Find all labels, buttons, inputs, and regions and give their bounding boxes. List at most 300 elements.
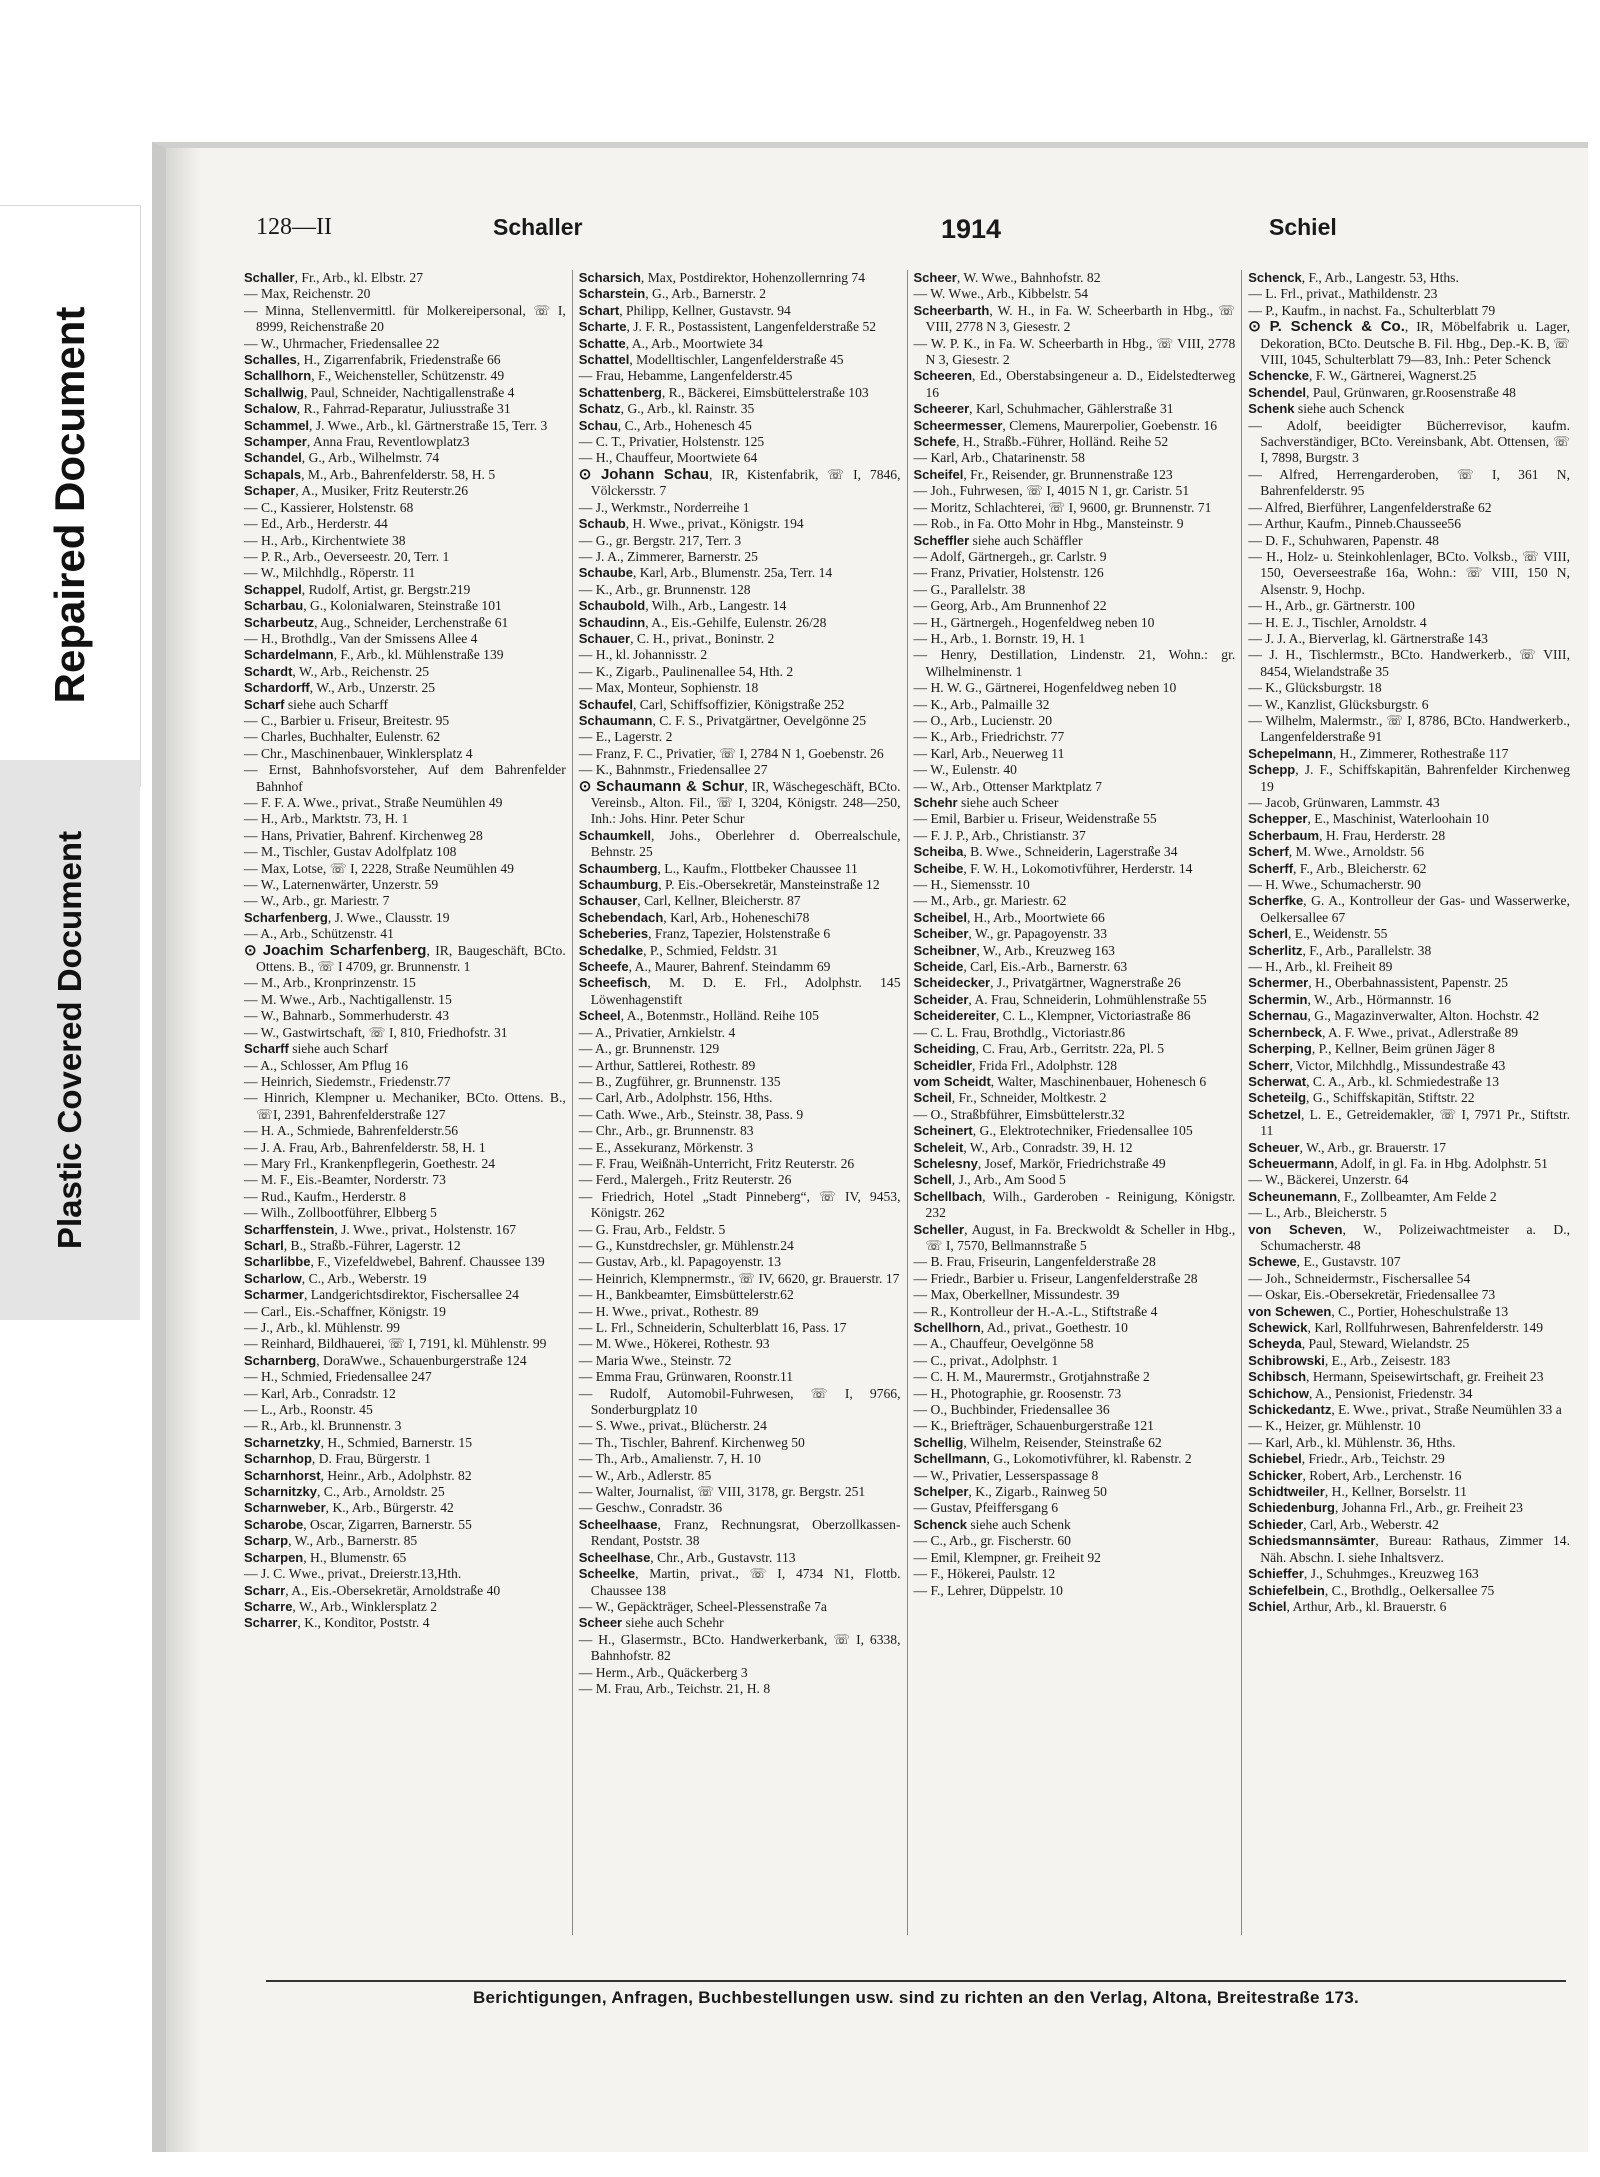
directory-entry: — J., Werkmstr., Norderreihe 1	[578, 499, 750, 515]
directory-entry: Scharpen, H., Blumenstr. 65	[244, 1549, 407, 1565]
directory-entry: Schichow, A., Pensionist, Friedenstr. 34	[1248, 1385, 1473, 1401]
directory-year: 1914	[941, 214, 1002, 244]
directory-entry: — P., Kaufm., in nachst. Fa., Schulterblatt 79	[1248, 302, 1496, 318]
directory-entry: Schieder, Carl, Arb., Weberstr. 42	[1248, 1516, 1439, 1532]
directory-entry: Scheifel, Fr., Reisender, gr. Brunnenstraße 123	[913, 466, 1173, 482]
directory-entry: — F. J. P., Arb., Christianstr. 37	[913, 827, 1086, 843]
directory-entry: Scharstein, G., Arb., Barnerstr. 2	[578, 286, 767, 302]
directory-entry: — Hans, Privatier, Bahrenf. Kirchenweg 28	[244, 827, 483, 843]
directory-entry: — Alfred, Herrengarderoben, ☏ I, 361 N, Bahrenfelderstr. 95	[1248, 466, 1570, 499]
directory-entry: Scharffenstein, J. Wwe., privat., Holstenstr. 167	[244, 1221, 517, 1237]
directory-entry: — M. Wwe., Hökerei, Rothestr. 93	[578, 1336, 770, 1352]
column-3	[907, 270, 1236, 1935]
directory-entry: — F., Hökerei, Paulstr. 12	[913, 1566, 1056, 1582]
directory-entry: — K., Glücksburgstr. 18	[1248, 680, 1382, 696]
directory-entry: Schernau, G., Magazinverwalter, Alton. Hochstr. 42	[1248, 1008, 1540, 1024]
directory-entry: Schardelmann, F., Arb., kl. Mühlenstraße 139	[244, 647, 504, 663]
directory-entry: Schaub, H. Wwe., privat., Königstr. 194	[578, 516, 804, 532]
left-guide-word: Schaller	[493, 214, 583, 240]
directory-entry: — Carl., Eis.-Schaffner, Königstr. 19	[244, 1303, 446, 1319]
directory-entry: Scharnitzky, C., Arb., Arnoldstr. 25	[244, 1484, 445, 1500]
directory-entry: Schiedsmannsämter, Bureau: Rathaus, Zimmer 14. Näh. Abschn. I. siehe Inhaltsverz.	[1248, 1533, 1570, 1565]
entry-columns	[244, 270, 1570, 1935]
directory-entry: Schepelmann, H., Zimmerer, Rothestraße 117	[1248, 745, 1509, 761]
directory-entry: Scharbau, G., Kolonialwaren, Steinstraße 101	[244, 598, 502, 614]
directory-entry: — H., Glasermstr., BCto. Handwerkerbank, ☏ I, 6338, Bahnhofstr. 82	[578, 1631, 901, 1664]
directory-entry: — M. Frau, Arb., Teichstr. 21, H. 8	[578, 1680, 771, 1696]
directory-entry: — G., Parallelstr. 38	[913, 581, 1026, 597]
directory-entry: — Hinrich, Klempner u. Mechaniker, BCto. Ottens. B., ☏I, 2391, Bahrenfelderstraße 127	[244, 1090, 566, 1122]
directory-entry: Schelesny, Josef, Markör, Friedrichstraße 49	[913, 1155, 1166, 1171]
directory-entry: — H., Photographie, gr. Roosenstr. 73	[913, 1385, 1122, 1401]
directory-entry: — H. Wwe., privat., Rothestr. 89	[578, 1303, 759, 1319]
directory-entry: — C. T., Privatier, Holstenstr. 125	[578, 434, 765, 450]
directory-entry: — Arthur, Sattlerei, Rothestr. 89	[578, 1057, 756, 1073]
directory-entry: — Geschw., Conradstr. 36	[578, 1500, 723, 1516]
directory-entry: — Joh., Fuhrwesen, ☏ I, 4015 N 1, gr. Caristr. 51	[913, 483, 1190, 499]
directory-entry: — C., privat., Adolphstr. 1	[913, 1352, 1059, 1368]
directory-entry: Schalles, H., Zigarrenfabrik, Friedenstraße 66	[244, 352, 501, 368]
directory-entry: Scheidler, Frida Frl., Adolphstr. 128	[913, 1057, 1118, 1073]
directory-entry: Schaumkell, Johs., Oberlehrer d. Oberrealschule, Behnstr. 25	[578, 827, 901, 860]
directory-entry: Schellhorn, Ad., privat., Goethestr. 10	[913, 1320, 1128, 1335]
directory-entry: Schenk siehe auch Schenck	[1248, 401, 1405, 417]
directory-entry: — H., kl. Johannisstr. 2	[578, 647, 708, 663]
directory-entry: Schicker, Robert, Arb., Lerchenstr. 16	[1248, 1467, 1462, 1483]
directory-entry: Schiedenburg, Johanna Frl., Arb., gr. Freiheit 23	[1248, 1500, 1523, 1516]
directory-entry: — H., Gärtnergeh., Hogenfeldweg neben 10	[913, 614, 1155, 630]
directory-entry: — J. C. Wwe., privat., Dreierstr.13,Hth.	[244, 1566, 462, 1582]
directory-entry: Scheefe, A., Maurer, Bahrenf. Steindamm 69	[578, 959, 831, 975]
directory-entry: — H., Siemensstr. 10	[913, 877, 1030, 893]
directory-entry: — Arthur, Kaufm., Pinneb.Chaussee56	[1248, 516, 1462, 532]
directory-entry: — Mary Frl., Krankenpflegerin, Goethestr. 24	[244, 1155, 496, 1171]
directory-entry: — J., Arb., kl. Mühlenstr. 99	[244, 1320, 400, 1335]
directory-entry: Schehr siehe auch Scheer	[913, 795, 1059, 810]
directory-entry: — L. Frl., privat., Mathildenstr. 23	[1248, 286, 1438, 302]
directory-entry: — A., Chauffeur, Oevelgönne 58	[913, 1336, 1094, 1352]
directory-entry: — W., Bäckerei, Unzerstr. 64	[1248, 1172, 1409, 1188]
directory-entry: Schenck, F., Arb., Langestr. 53, Hths.	[1248, 270, 1459, 285]
directory-entry: — Karl, Arb., kl. Mühlenstr. 36, Hths.	[1248, 1434, 1456, 1450]
directory-entry: — Ernst, Bahnhofsvorsteher, Auf dem Bahrenfelder Bahnhof	[244, 762, 566, 794]
directory-entry: — M., Arb., gr. Mariestr. 62	[913, 893, 1067, 909]
directory-entry: — Chr., Maschinenbauer, Winklersplatz 4	[244, 745, 473, 761]
directory-entry: — H., Arb., Marktstr. 73, H. 1	[244, 811, 409, 827]
directory-entry: Scheteilg, G., Schiffskapitän, Stiftstr. 22	[1248, 1090, 1475, 1106]
directory-entry: Scheberies, Franz, Tapezier, Holstenstraße 6	[578, 926, 831, 942]
directory-entry: Schau, C., Arb., Hohenesch 45	[578, 417, 752, 433]
directory-entry: Scheffler siehe auch Schäffler	[913, 532, 1083, 548]
directory-entry: Scheerer, Karl, Schuhmacher, Gählerstraße 31	[913, 401, 1174, 417]
directory-entry: Schellig, Wilhelm, Reisender, Steinstraße 62	[913, 1434, 1162, 1450]
directory-entry: Schetzel, L. E., Getreidemakler, ☏ I, 7971 Pr., Stiftstr. 11	[1248, 1106, 1570, 1139]
directory-entry: ⊙ Johann Schau, IR, Kistenfabrik, ☏ I, 7846, Völckersstr. 7	[578, 465, 901, 499]
directory-entry: ⊙ P. Schenck & Co., IR, Möbelfabrik u. Lager, Dekoration, BCto. Deutsche B. Fil. Hbg., Dep.-K. B, ☏ VIII, 1045, Schulterblatt 79—83, Inh.: Peter Schenck	[1248, 318, 1570, 368]
directory-entry: — K., Briefträger, Schauenburgerstraße 121	[913, 1418, 1154, 1434]
directory-entry: — G., gr. Bergstr. 217, Terr. 3	[578, 532, 742, 548]
directory-entry: — Gustav, Arb., kl. Papagoyenstr. 13	[578, 1254, 782, 1270]
directory-entry: Scheelhase, Chr., Arb., Gustavstr. 113	[578, 1549, 796, 1565]
directory-entry: Scharff siehe auch Scharf	[244, 1041, 389, 1057]
directory-entry: — K., Arb., gr. Brunnenstr. 128	[578, 581, 751, 597]
publisher-notice: Berichtigungen, Anfragen, Buchbestellungen usw. sind zu richten an den Verlag, Altona, Breitestraße 173.	[266, 1980, 1566, 2008]
directory-entry: Schellmann, G., Lokomotivführer, kl. Rabenstr. 2	[913, 1451, 1192, 1467]
directory-entry: Schaufel, Carl, Schiffsoffizier, Königstraße 252	[578, 696, 845, 712]
directory-entry: — W., Eulenstr. 40	[913, 762, 1017, 778]
directory-entry: Schappel, Rudolf, Artist, gr. Bergstr.219	[244, 581, 471, 597]
directory-entry: — W. Wwe., Arb., Kibbelstr. 54	[913, 286, 1089, 302]
directory-entry: vom Scheidt, Walter, Maschinenbauer, Hohenesch 6	[913, 1073, 1207, 1089]
directory-entry: — H., Arb., gr. Gärtnerstr. 100	[1248, 598, 1415, 614]
directory-entry: — Frau, Hebamme, Langenfelderstr.45	[578, 368, 793, 384]
directory-entry: — H., Schmied, Friedensallee 247	[244, 1369, 432, 1385]
directory-entry: Scheiba, B. Wwe., Schneiderin, Lagerstraße 34	[913, 844, 1178, 860]
directory-entry: Scheunemann, F., Zollbeamter, Am Felde 2	[1248, 1188, 1497, 1204]
directory-entry: Scheinert, G., Elektrotechniker, Friedensallee 105	[913, 1123, 1193, 1139]
page-number: 128—II	[256, 214, 332, 240]
repaired-document-label: Repaired Document	[46, 306, 93, 704]
column-1	[244, 270, 566, 1935]
directory-entry: Scheel, A., Botenmstr., Holländ. Reihe 105	[578, 1008, 819, 1024]
directory-entry: Scharlibbe, F., Vizefeldwebel, Bahrenf. Chaussee 139	[244, 1254, 545, 1270]
directory-entry: — Max, Lotse, ☏ I, 2228, Straße Neumühlen 49	[244, 860, 514, 876]
directory-entry: — Karl, Arb., Chatarinenstr. 58	[913, 450, 1085, 466]
directory-entry: — Th., Tischler, Bahrenf. Kirchenweg 50	[578, 1434, 805, 1450]
directory-entry: — H. W. G., Gärtnerei, Hogenfeldweg neben 10	[913, 680, 1177, 696]
directory-entry: — H., Bankbeamter, Eimsbüttelerstr.62	[578, 1287, 794, 1303]
directory-entry: — H., Arb., kl. Freiheit 89	[1248, 959, 1393, 975]
directory-entry: — W., Arb., Ottenser Marktplatz 7	[913, 778, 1102, 794]
directory-entry: Scharl, B., Straßb.-Führer, Lagerstr. 12	[244, 1237, 461, 1253]
directory-entry: — A., Privatier, Arnkielstr. 4	[578, 1024, 736, 1040]
directory-entry: — R., Arb., kl. Brunnenstr. 3	[244, 1418, 402, 1434]
directory-entry: Scheiding, C. Frau, Arb., Gerritstr. 22a, Pl. 5	[913, 1041, 1165, 1057]
directory-entry: Scheermesser, Clemens, Maurerpolier, Goebenstr. 16	[913, 417, 1218, 433]
directory-entry: von Scheven, W., Polizeiwachtmeister a. D., Schumacherstr. 48	[1248, 1221, 1570, 1253]
side-label-strip	[0, 0, 150, 2177]
directory-entry: Scherr, Victor, Milchhdlg., Missundestraße 43	[1248, 1057, 1506, 1073]
directory-entry: Schernbeck, A. F. Wwe., privat., Adlerstraße 89	[1248, 1024, 1519, 1040]
directory-entry: Scheidereiter, C. L., Klempner, Victoriastraße 86	[913, 1008, 1191, 1024]
directory-entry: Schammel, J. Wwe., Arb., kl. Gärtnerstraße 15, Terr. 3	[244, 417, 548, 433]
directory-entry: Scharte, J. F. R., Postassistent, Langenfelderstraße 52	[578, 319, 877, 335]
directory-entry: — K., Bahnmstr., Friedensallee 27	[578, 762, 768, 778]
directory-entry: Scharnetzky, H., Schmied, Barnerstr. 15	[244, 1434, 472, 1450]
directory-entry: ⊙ Schaumann & Schur, IR, Wäschegeschäft, BCto. Vereinsb., Alton. Fil., ☏ I, 3204, Königstr. 248—250, Inh.: Johs. Hinr. Peter Schur	[578, 777, 901, 827]
directory-entry: — Minna, Stellenvermittl. für Molkereipersonal, ☏ I, 8999, Reichenstraße 20	[244, 302, 566, 335]
directory-entry: — O., Buchbinder, Friedensallee 36	[913, 1402, 1110, 1418]
directory-entry: Scheelhaase, Franz, Rechnungsrat, Oberzollkassen-Rendant, Poststr. 38	[578, 1516, 901, 1549]
directory-entry: Scheide, Carl, Eis.-Arb., Barnerstr. 63	[913, 959, 1128, 975]
directory-entry: Schewe, E., Gustavstr. 107	[1248, 1254, 1401, 1270]
column-2	[572, 270, 901, 1935]
directory-entry: Schermin, W., Arb., Hörmannstr. 16	[1248, 991, 1451, 1007]
directory-entry: Schebendach, Karl, Arb., Hoheneschi78	[578, 909, 810, 925]
directory-entry: — Rud., Kaufm., Herderstr. 8	[244, 1188, 406, 1204]
directory-entry: Scheleit, W., Arb., Conradstr. 39, H. 12	[913, 1139, 1133, 1155]
directory-entry: — L., Arb., Roonstr. 45	[244, 1402, 373, 1418]
directory-entry: Scheibner, W., Arb., Kreuzweg 163	[913, 942, 1115, 958]
directory-entry: — W. P. K., in Fa. W. Scheerbarth in Hbg., ☏ VIII, 2778 N 3, Giesestr. 2	[913, 335, 1236, 368]
directory-entry: — C. L. Frau, Brothdlg., Victoriastr.86	[913, 1024, 1126, 1040]
directory-entry: Schaper, A., Musiker, Fritz Reuterstr.26	[244, 483, 469, 499]
directory-entry: — Max, Reichenstr. 20	[244, 286, 371, 302]
directory-entry: — Heinrich, Siedemstr., Friedenstr.77	[244, 1073, 451, 1089]
directory-entry: Scheiber, W., gr. Papagoyenstr. 33	[913, 926, 1107, 942]
directory-entry: — C., Arb., gr. Fischerstr. 60	[913, 1533, 1071, 1549]
directory-entry: Scherping, P., Kellner, Beim grünen Jäger 8	[1248, 1041, 1495, 1057]
directory-entry: Schauer, C. H., privat., Boninstr. 2	[578, 630, 775, 646]
directory-entry: Schefe, H., Straßb.-Führer, Holländ. Reihe 52	[913, 434, 1169, 450]
directory-entry: — H., Arb., 1. Bornstr. 19, H. 1	[913, 630, 1086, 646]
directory-entry: — B. Frau, Friseurin, Langenfelderstraße 28	[913, 1254, 1156, 1270]
directory-entry: — L., Arb., Bleicherstr. 5	[1248, 1205, 1387, 1221]
directory-entry: — R., Kontrolleur der H.-A.-L., Stiftstraße 4	[913, 1303, 1158, 1319]
directory-entry: — C., Kassierer, Holstenstr. 68	[244, 499, 414, 515]
directory-entry: Scharnweber, K., Arb., Bürgerstr. 42	[244, 1500, 454, 1516]
directory-entry: Schaumburg, P. Eis.-Obersekretär, Mansteinstraße 12	[578, 877, 880, 893]
directory-entry: Schandel, G., Arb., Wilhelmstr. 74	[244, 450, 440, 466]
directory-entry: — Herm., Arb., Quäckerberg 3	[578, 1664, 748, 1680]
directory-entry: — E., Assekuranz, Mörkenstr. 3	[578, 1139, 754, 1155]
directory-entry: — Maria Wwe., Steinstr. 72	[578, 1352, 732, 1368]
directory-entry: — M., Arb., Kronprinzenstr. 15	[244, 975, 416, 991]
directory-entry: Scheyda, Paul, Steward, Wielandstr. 25	[1248, 1336, 1470, 1352]
directory-entry: Scharr, A., Eis.-Obersekretär, Arnoldstraße 40	[244, 1582, 501, 1598]
directory-entry: Scharlow, C., Arb., Weberstr. 19	[244, 1270, 427, 1286]
directory-entry: — A., gr. Brunnenstr. 129	[578, 1041, 720, 1057]
directory-entry: — Reinhard, Bildhauerei, ☏ I, 7191, kl. Mühlenstr. 99	[244, 1336, 547, 1352]
directory-entry: Schatz, G., Arb., kl. Rainstr. 35	[578, 401, 755, 417]
directory-entry: — Adolf, beeidigter Bücherrevisor, kaufm. Sachverständiger, BCto. Vereinsbank, Abt. Ottensen, ☏ I, 7898, Burgstr. 3	[1248, 417, 1570, 466]
directory-entry: Scheer siehe auch Schehr	[578, 1615, 724, 1631]
directory-entry: — W., Uhrmacher, Friedensallee 22	[244, 335, 440, 351]
directory-entry: — H., Arb., Kirchentwiete 38	[244, 532, 406, 548]
directory-entry: — Wilh., Zollbootführer, Elbberg 5	[244, 1205, 437, 1221]
directory-entry: — M. Wwe., Arb., Nachtigallenstr. 15	[244, 991, 452, 1007]
directory-entry: Scheuermann, Adolf, in gl. Fa. in Hbg. Adolphstr. 51	[1248, 1155, 1548, 1171]
directory-entry: Schapals, M., Arb., Bahrenfelderstr. 58, H. 5	[244, 466, 496, 482]
directory-entry: — Henry, Destillation, Lindenstr. 21, Wohn.: gr. Wilhelminenstr. 1	[913, 647, 1236, 679]
directory-entry: Schendel, Paul, Grünwaren, gr.Roosenstraße 48	[1248, 384, 1516, 400]
directory-entry: Schaumberg, L., Kaufm., Flottbeker Chaussee 11	[578, 860, 858, 876]
directory-entry: — S. Wwe., privat., Blücherstr. 24	[578, 1418, 767, 1434]
directory-entry: — Ed., Arb., Herderstr. 44	[244, 516, 388, 532]
directory-entry: — H., Brothdlg., Van der Smissens Allee 4	[244, 630, 478, 646]
directory-entry: — E., Lagerstr. 2	[578, 729, 673, 745]
directory-entry: — F., Lehrer, Düppelstr. 10	[913, 1582, 1063, 1598]
directory-entry: — Gustav, Pfeiffersgang 6	[913, 1500, 1059, 1516]
directory-entry: — Cath. Wwe., Arb., Steinstr. 38, Pass. 9	[578, 1106, 804, 1122]
directory-entry: Schickedantz, E. Wwe., privat., Straße Neumühlen 33 a	[1248, 1402, 1562, 1418]
directory-entry: — W., Arb., Adlerstr. 85	[578, 1467, 712, 1483]
directory-entry: Scheelke, Martin, privat., ☏ I, 4734 N1, Flottb. Chaussee 138	[578, 1566, 901, 1598]
directory-entry: — H. A., Schmiede, Bahrenfelderstr.56	[244, 1123, 459, 1139]
directory-entry: Scharnberg, DoraWwe., Schauenburgerstraße 124	[244, 1352, 527, 1368]
column-4	[1241, 270, 1570, 1935]
directory-entry: Schelper, K., Zigarb., Rainweg 50	[913, 1484, 1107, 1500]
directory-entry: Scheefisch, M. D. E. Frl., Adolphstr. 145 Löwenhagenstift	[578, 975, 901, 1007]
directory-entry: — Karl, Arb., Neuerweg 11	[913, 745, 1065, 761]
directory-entry: — G., Kunstdrechsler, gr. Mühlenstr.24	[578, 1237, 794, 1253]
binding-shadow	[166, 148, 200, 2152]
directory-entry: — O., Straßbführer, Eimsbüttelerstr.32	[913, 1106, 1125, 1122]
directory-entry: Schieffer, J., Schuhmges., Kreuzweg 163	[1248, 1566, 1479, 1582]
directory-entry: Schepp, J. F., Schiffskapitän, Bahrenfelder Kirchenweg 19	[1248, 762, 1570, 794]
directory-entry: Schenck siehe auch Schenk	[913, 1516, 1071, 1532]
directory-entry: — Charles, Buchhalter, Eulenstr. 62	[244, 729, 441, 745]
directory-entry: Schaubold, Wilh., Arb., Langestr. 14	[578, 598, 787, 614]
directory-entry: — W., Arb., gr. Mariestr. 7	[244, 893, 390, 909]
directory-entry: Schibsch, Hermann, Speisewirtschaft, gr. Freiheit 23	[1248, 1369, 1544, 1385]
directory-entry: — Adolf, Gärtnergeh., gr. Carlstr. 9	[913, 548, 1107, 564]
directory-entry: — Moritz, Schlachterei, ☏ I, 9600, gr. Brunnenstr. 71	[913, 499, 1212, 515]
directory-entry: Scharobe, Oscar, Zigarren, Barnerstr. 55	[244, 1516, 472, 1532]
directory-entry: — Emil, Klempner, gr. Freiheit 92	[913, 1549, 1101, 1565]
directory-entry: — Joh., Schneidermstr., Fischersallee 54	[1248, 1270, 1471, 1286]
directory-entry: Scheibel, H., Arb., Moortwiete 66	[913, 909, 1105, 925]
directory-entry: — Carl, Arb., Adolphstr. 156, Hths.	[578, 1090, 773, 1106]
directory-entry: Scherbaum, H. Frau, Herderstr. 28	[1248, 827, 1446, 843]
directory-entry: Schaller, Fr., Arb., kl. Elbstr. 27	[244, 270, 423, 285]
directory-entry: — Rob., in Fa. Otto Mohr in Hbg., Mansteinstr. 9	[913, 516, 1184, 532]
directory-entry: Scharf siehe auch Scharff	[244, 696, 389, 712]
directory-entry: Scherf, M. Wwe., Arnoldstr. 56	[1248, 844, 1425, 860]
directory-entry: — M. F., Eis.-Beamter, Norderstr. 73	[244, 1172, 446, 1188]
directory-entry: — W., Laternenwärter, Unzerstr. 59	[244, 877, 439, 893]
directory-entry: — G. Frau, Arb., Feldstr. 5	[578, 1221, 726, 1237]
directory-entry: — Max, Oberkellner, Missundestr. 39	[913, 1287, 1120, 1303]
page-header	[256, 214, 1556, 254]
directory-entry: — Heinrich, Klempnermstr., ☏ IV, 6620, gr. Brauerstr. 17	[578, 1270, 900, 1286]
directory-entry: Scherff, F., Arb., Bleicherstr. 62	[1248, 860, 1427, 876]
directory-entry: Scheider, A. Frau, Schneiderin, Lohmühlenstraße 55	[913, 991, 1207, 1007]
directory-entry: — Chr., Arb., gr. Brunnenstr. 83	[578, 1123, 754, 1139]
directory-entry: — Walter, Journalist, ☏ VIII, 3178, gr. Bergstr. 251	[578, 1484, 866, 1500]
directory-entry: — Franz, F. C., Privatier, ☏ I, 2784 N 1, Goebenstr. 26	[578, 745, 884, 761]
directory-entry: — W., Gastwirtschaft, ☏ I, 810, Friedhofstr. 31	[244, 1024, 508, 1040]
directory-entry: — J. H., Tischlermstr., BCto. Handwerkerb., ☏ VIII, 8454, Wielandstraße 35	[1248, 647, 1570, 679]
directory-entry: — J. A. Frau, Arb., Bahrenfelderstr. 58, H. 1	[244, 1139, 486, 1155]
directory-entry: — K., Arb., Friedrichstr. 77	[913, 729, 1065, 745]
directory-entry: — Wilhelm, Malermstr., ☏ I, 8786, BCto. Handwerkerb., Langenfelderstraße 91	[1248, 712, 1570, 745]
directory-entry: — W., Kanzlist, Glücksburgstr. 6	[1248, 696, 1429, 712]
directory-entry: — F. F. A. Wwe., privat., Straße Neumühlen 49	[244, 795, 503, 810]
directory-entry: Scheidecker, J., Privatgärtner, Wagnerstraße 26	[913, 975, 1181, 991]
directory-entry: — K., Arb., Palmaille 32	[913, 696, 1050, 712]
directory-entry: — Th., Arb., Amalienstr. 7, H. 10	[578, 1451, 761, 1467]
directory-entry: Schallwig, Paul, Schneider, Nachtigallenstraße 4	[244, 384, 515, 400]
directory-entry: — K., Heizer, gr. Mühlenstr. 10	[1248, 1418, 1421, 1434]
directory-entry: Schiebel, Friedr., Arb., Teichstr. 29	[1248, 1451, 1445, 1467]
directory-entry: Scharmer, Landgerichtsdirektor, Fischersallee 24	[244, 1287, 519, 1303]
directory-entry: — Oskar, Eis.-Obersekretär, Friedensallee 73	[1248, 1287, 1496, 1303]
directory-entry: Scherl, E., Weidenstr. 55	[1248, 926, 1388, 942]
directory-entry: Schepper, E., Maschinist, Waterloohain 10	[1248, 811, 1489, 827]
directory-entry: Scharnhorst, Heinr., Arb., Adolphstr. 82	[244, 1467, 472, 1483]
directory-entry: Scherlitz, F., Arb., Parallelstr. 38	[1248, 942, 1432, 958]
directory-entry: Scharrer, K., Konditor, Poststr. 4	[244, 1615, 430, 1631]
directory-entry: Schart, Philipp, Kellner, Gustavstr. 94	[578, 302, 791, 318]
directory-entry: von Schewen, C., Portier, Hoheschulstraße 13	[1248, 1303, 1509, 1319]
directory-entry: — J. A., Zimmerer, Barnerstr. 25	[578, 548, 758, 564]
directory-entry: — O., Arb., Lucienstr. 20	[913, 712, 1053, 728]
directory-entry: Scharp, W., Arb., Barnerstr. 85	[244, 1533, 418, 1549]
directory-entry: Schaumann, C. F. S., Privatgärtner, Oevelgönne 25	[578, 712, 867, 728]
directory-entry: — W., Gepäckträger, Scheel-Plessenstraße 7a	[578, 1598, 827, 1614]
directory-entry: Scheerbarth, W. H., in Fa. W. Scheerbarth in Hbg., ☏ VIII, 2778 N 3, Giesestr. 2	[913, 302, 1236, 335]
directory-entry: Scharre, W., Arb., Winklersplatz 2	[244, 1598, 437, 1614]
right-guide-word: Schiel	[1269, 214, 1337, 240]
directory-entry: Scheil, Fr., Schneider, Moltkestr. 2	[913, 1090, 1107, 1106]
directory-entry: — H. E. J., Tischler, Arnoldstr. 4	[1248, 614, 1427, 630]
directory-entry: — W., Privatier, Lesserspassage 8	[913, 1467, 1099, 1483]
directory-entry: — D. F., Schuhwaren, Papenstr. 48	[1248, 532, 1439, 548]
directory-entry: — B., Zugführer, gr. Brunnenstr. 135	[578, 1073, 781, 1089]
directory-entry: — K., Zigarb., Paulinenallee 54, Hth. 2	[578, 663, 794, 679]
directory-entry: — C. H. M., Maurermstr., Grotjahnstraße 2	[913, 1369, 1150, 1385]
directory-entry: Schibrowski, E., Arb., Zeisestr. 183	[1248, 1352, 1451, 1368]
directory-entry: Schallhorn, F., Weichensteller, Schützenstr. 49	[244, 368, 505, 384]
directory-entry: — A., Arb., Schützenstr. 41	[244, 926, 394, 942]
directory-entry: Scharbeutz, Aug., Schneider, Lerchenstraße 61	[244, 614, 509, 630]
directory-entry: Schencke, F. W., Gärtnerei, Wagnerst.25	[1248, 368, 1477, 384]
directory-entry: ⊙ Joachim Scharfenberg, IR, Baugeschäft, BCto. Ottens. B., ☏ I 4709, gr. Brunnenstr. 1	[244, 941, 566, 975]
directory-entry: — Rudolf, Automobil-Fuhrwesen, ☏ I, 9766, Sonderburgplatz 10	[578, 1385, 901, 1418]
directory-entry: Schauser, Carl, Kellner, Bleicherstr. 87	[578, 893, 801, 909]
directory-entry: — Ferd., Malergeh., Fritz Reuterstr. 26	[578, 1172, 792, 1188]
directory-entry: — C., Barbier u. Friseur, Breitestr. 95	[244, 712, 450, 728]
directory-entry: Schamper, Anna Frau, Reventlowplatz3	[244, 434, 470, 450]
directory-entry: Scheeren, Ed., Oberstabsingeneur a. D., Eidelstedterweg 16	[913, 368, 1236, 400]
directory-entry: Scheibe, F. W. H., Lokomotivführer, Herderstr. 14	[913, 860, 1193, 876]
directory-entry: Schardt, W., Arb., Reichenstr. 25	[244, 663, 430, 679]
directory-entry: — Franz, Privatier, Holstenstr. 126	[913, 565, 1104, 581]
directory-entry: — Georg, Arb., Am Brunnenhof 22	[913, 598, 1107, 614]
directory-entry: Schellbach, Wilh., Garderoben - Reinigung, Königstr. 232	[913, 1188, 1236, 1221]
directory-entry: — H., Holz- u. Steinkohlenlager, BCto. Volksb., ☏ VIII, 150, Oeverseestraße 16a, Wohn.: ☏ VIII, 150 N, Alsenstr. 9, Hochp.	[1248, 548, 1570, 597]
directory-entry: Schermer, H., Oberbahnassistent, Papenstr. 25	[1248, 975, 1508, 991]
directory-entry: Schardorff, W., Arb., Unzerstr. 25	[244, 680, 436, 696]
directory-entry: Schaudinn, A., Eis.-Gehilfe, Eulenstr. 26/28	[578, 614, 827, 630]
directory-entry: — Friedr., Barbier u. Friseur, Langenfelderstraße 28	[913, 1270, 1198, 1286]
directory-entry: Schell, J., Arb., Am Sood 5	[913, 1172, 1066, 1188]
directory-entry: Scharnhop, D. Frau, Bürgerstr. 1	[244, 1451, 431, 1467]
directory-entry: Schewick, Karl, Rollfuhrwesen, Bahrenfelderstr. 149	[1248, 1320, 1544, 1335]
directory-entry: Schedalke, P., Schmied, Feldstr. 31	[578, 942, 778, 958]
directory-entry: Schatte, A., Arb., Moortwiete 34	[578, 335, 763, 351]
directory-entry: Scharfenberg, J. Wwe., Clausstr. 19	[244, 909, 450, 925]
directory-entry: — Emma Frau, Grünwaren, Roonstr.11	[578, 1369, 794, 1385]
plastic-covered-label: Plastic Covered Document	[51, 830, 88, 1250]
directory-entry: — A., Schlosser, Am Pflug 16	[244, 1057, 409, 1073]
directory-entry: — L. Frl., Schneiderin, Schulterblatt 16, Pass. 17	[578, 1320, 847, 1335]
directory-entry: Scheer, W. Wwe., Bahnhofstr. 82	[913, 270, 1101, 285]
directory-entry: — F. Frau, Weißnäh-Unterricht, Fritz Reuterstr. 26	[578, 1155, 855, 1171]
directory-entry: — M., Tischler, Gustav Adolfplatz 108	[244, 844, 457, 860]
directory-entry: Scheuer, W., Arb., gr. Brauerstr. 17	[1248, 1139, 1447, 1155]
directory-entry: — Jacob, Grünwaren, Lammstr. 43	[1248, 795, 1440, 810]
directory-entry: Schidtweiler, H., Kellner, Borselstr. 11	[1248, 1484, 1467, 1500]
directory-entry: Scharsich, Max, Postdirektor, Hohenzollernring 74	[578, 270, 865, 285]
directory-entry: — J. J. A., Bierverlag, kl. Gärtnerstraße 143	[1248, 630, 1488, 646]
directory-entry: Schiel, Arthur, Arb., kl. Brauerstr. 6	[1248, 1598, 1447, 1614]
directory-entry: Schaube, Karl, Arb., Blumenstr. 25a, Terr. 14	[578, 565, 833, 581]
directory-entry: Scheller, August, in Fa. Breckwoldt & Scheller in Hbg., ☏ I, 7570, Bellmannstraße 5	[913, 1221, 1236, 1253]
directory-entry: Schattenberg, R., Bäckerei, Eimsbüttelerstraße 103	[578, 384, 869, 400]
directory-entry: — H. Wwe., Schumacherstr. 90	[1248, 877, 1421, 893]
